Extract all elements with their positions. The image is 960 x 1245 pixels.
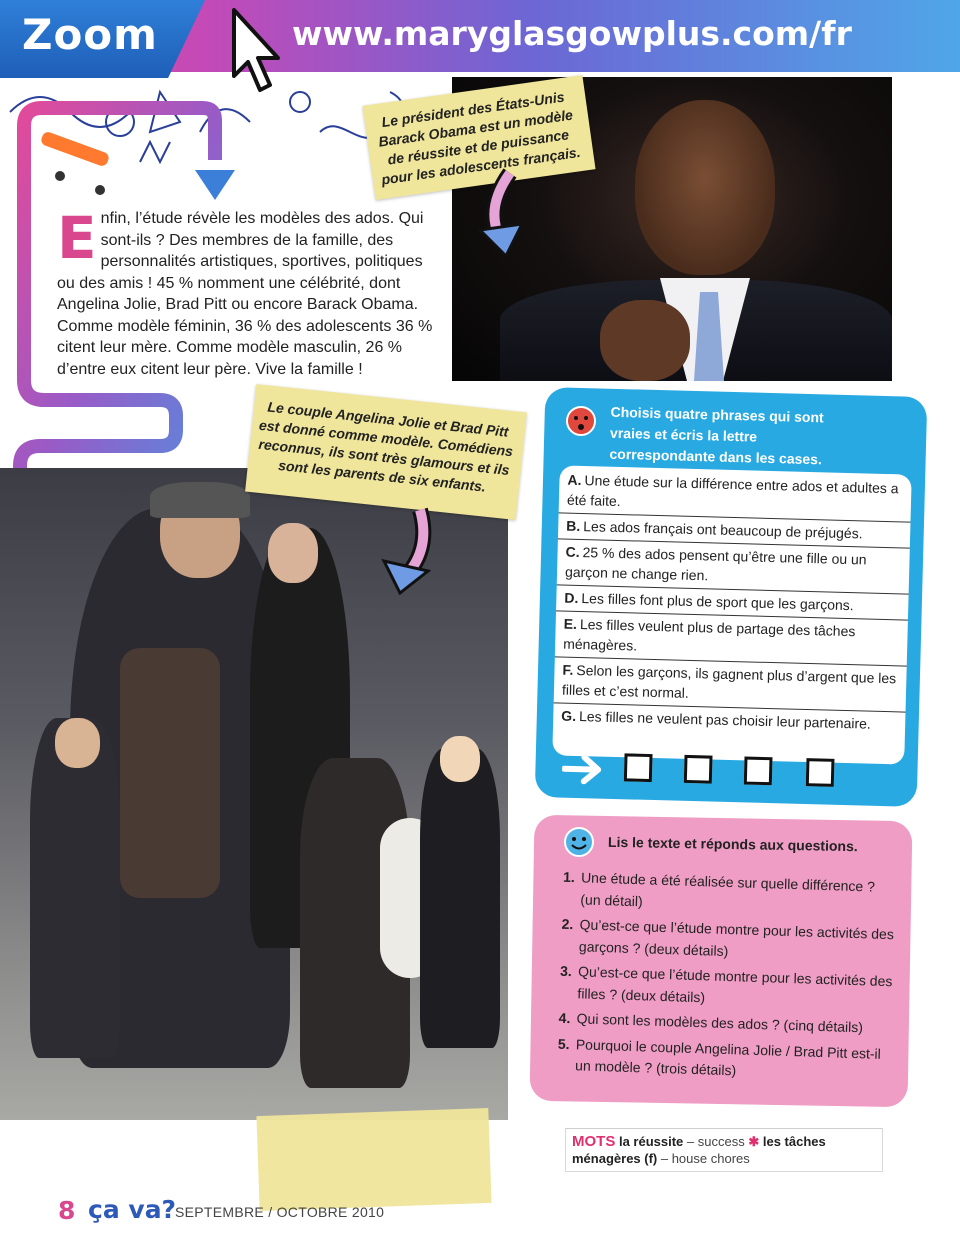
answer-box-3[interactable] [744,757,773,786]
statements-list [552,465,911,764]
curved-arrow-icon [470,168,550,258]
question-1: 1. Une étude a été réalisée sur quelle différence ? (un détail) [562,868,876,909]
vocab-word-2: les tâches ménagères (f) [572,1134,826,1166]
question-4: 4. Qui sont les modèles des ados ? (cinq détails) [558,1009,864,1036]
answer-box-2[interactable] [684,755,713,784]
answer-box-4[interactable] [806,758,835,787]
issue-date: SEPTEMBRE / OCTOBRE 2010 [175,1204,385,1220]
statement-e: E. Les filles veulent plus de partage des tâches ménagères. [555,613,908,666]
obama-hand [600,300,690,381]
intro-text: nfin, l’étude révèle les modèles des ados. Qui sont-ils ? Des membres de la famille, des personnalités artistiques, sportives, politiques ou des amis ! 45 % nomment une célébrité, dont Angelina Jolie, Brad Pitt ou encore Barack Obama. Comme modèle féminin, 36 % des adolescents 36 % citent leur mère. Comme modèle masculin, 26 % d’entre eux citent leur père. Vive la famille ! [57,210,433,378]
drop-cap: E [57,204,97,272]
obama-caption: Le président des États-Unis Barack Obama est un modèle de réussite et de puissance pour les adolescents français. [377,88,582,188]
smiley-icon [563,826,595,858]
website-url[interactable]: www.maryglasgowplus.com/fr [292,14,852,53]
star-icon: ✱ [748,1134,760,1149]
question-2: 2. Qu’est-ce que l’étude montre pour les activités des garçons ? (deux détails) [561,915,895,959]
vocab-word-1: la réussite [618,1134,684,1149]
thinking-face-icon [565,405,597,437]
obama-face [635,100,775,275]
section-title: Zoom [22,10,158,59]
questions-list [557,867,899,1091]
vocab-label: MOTS [572,1133,616,1150]
arrow-right-icon [562,754,607,785]
statement-f: F. Selon les garçons, ils gagnent plus d’argent que les filles et c’est normal. [554,659,907,712]
statement-b: B. Les ados français ont beaucoup de préjugés. [558,515,911,548]
page-number: 8 [58,1196,76,1225]
tape-strip [256,1108,491,1211]
magazine-logo: ça va? [88,1195,177,1224]
intro-paragraph [57,204,437,380]
statement-d: D. Les filles font plus de sport que les garçons. [556,587,909,620]
family-caption: Le couple Angelina Jolie et Brad Pitt est donné comme modèle. Comédiens reconnus, ils sont très glamours et ils sont les parents de six enfants. [257,398,514,495]
questions-instruction: Lis le texte et réponds aux questions. [607,833,858,855]
exercise-instruction: Choisis quatre phrases qui sont vraies et écris la lettre correspondante dans les cases. [609,403,824,468]
statement-a: A. Une étude sur la différence entre ados et adultes a été faite. [559,469,912,522]
statement-g: G. Les filles ne veulent pas choisir leur partenaire. [561,707,872,732]
answer-boxes [559,748,890,805]
vocabulary-box [565,1128,883,1172]
answer-box-1[interactable] [624,753,653,782]
statement-c: C. 25 % des ados pensent qu’être une fille ou un garçon ne change rien. [557,541,910,594]
curved-arrow-icon [370,505,450,595]
question-5: 5. Pourquoi le couple Angelina Jolie / Brad Pitt est-il un modèle ? (trois détails) [557,1035,882,1079]
vocab-gloss-1: – success [683,1134,749,1149]
question-3: 3. Qu’est-ce que l’étude montre pour les activités des filles ? (deux détails) [559,962,893,1005]
vocab-gloss-2: – house chores [657,1151,750,1166]
